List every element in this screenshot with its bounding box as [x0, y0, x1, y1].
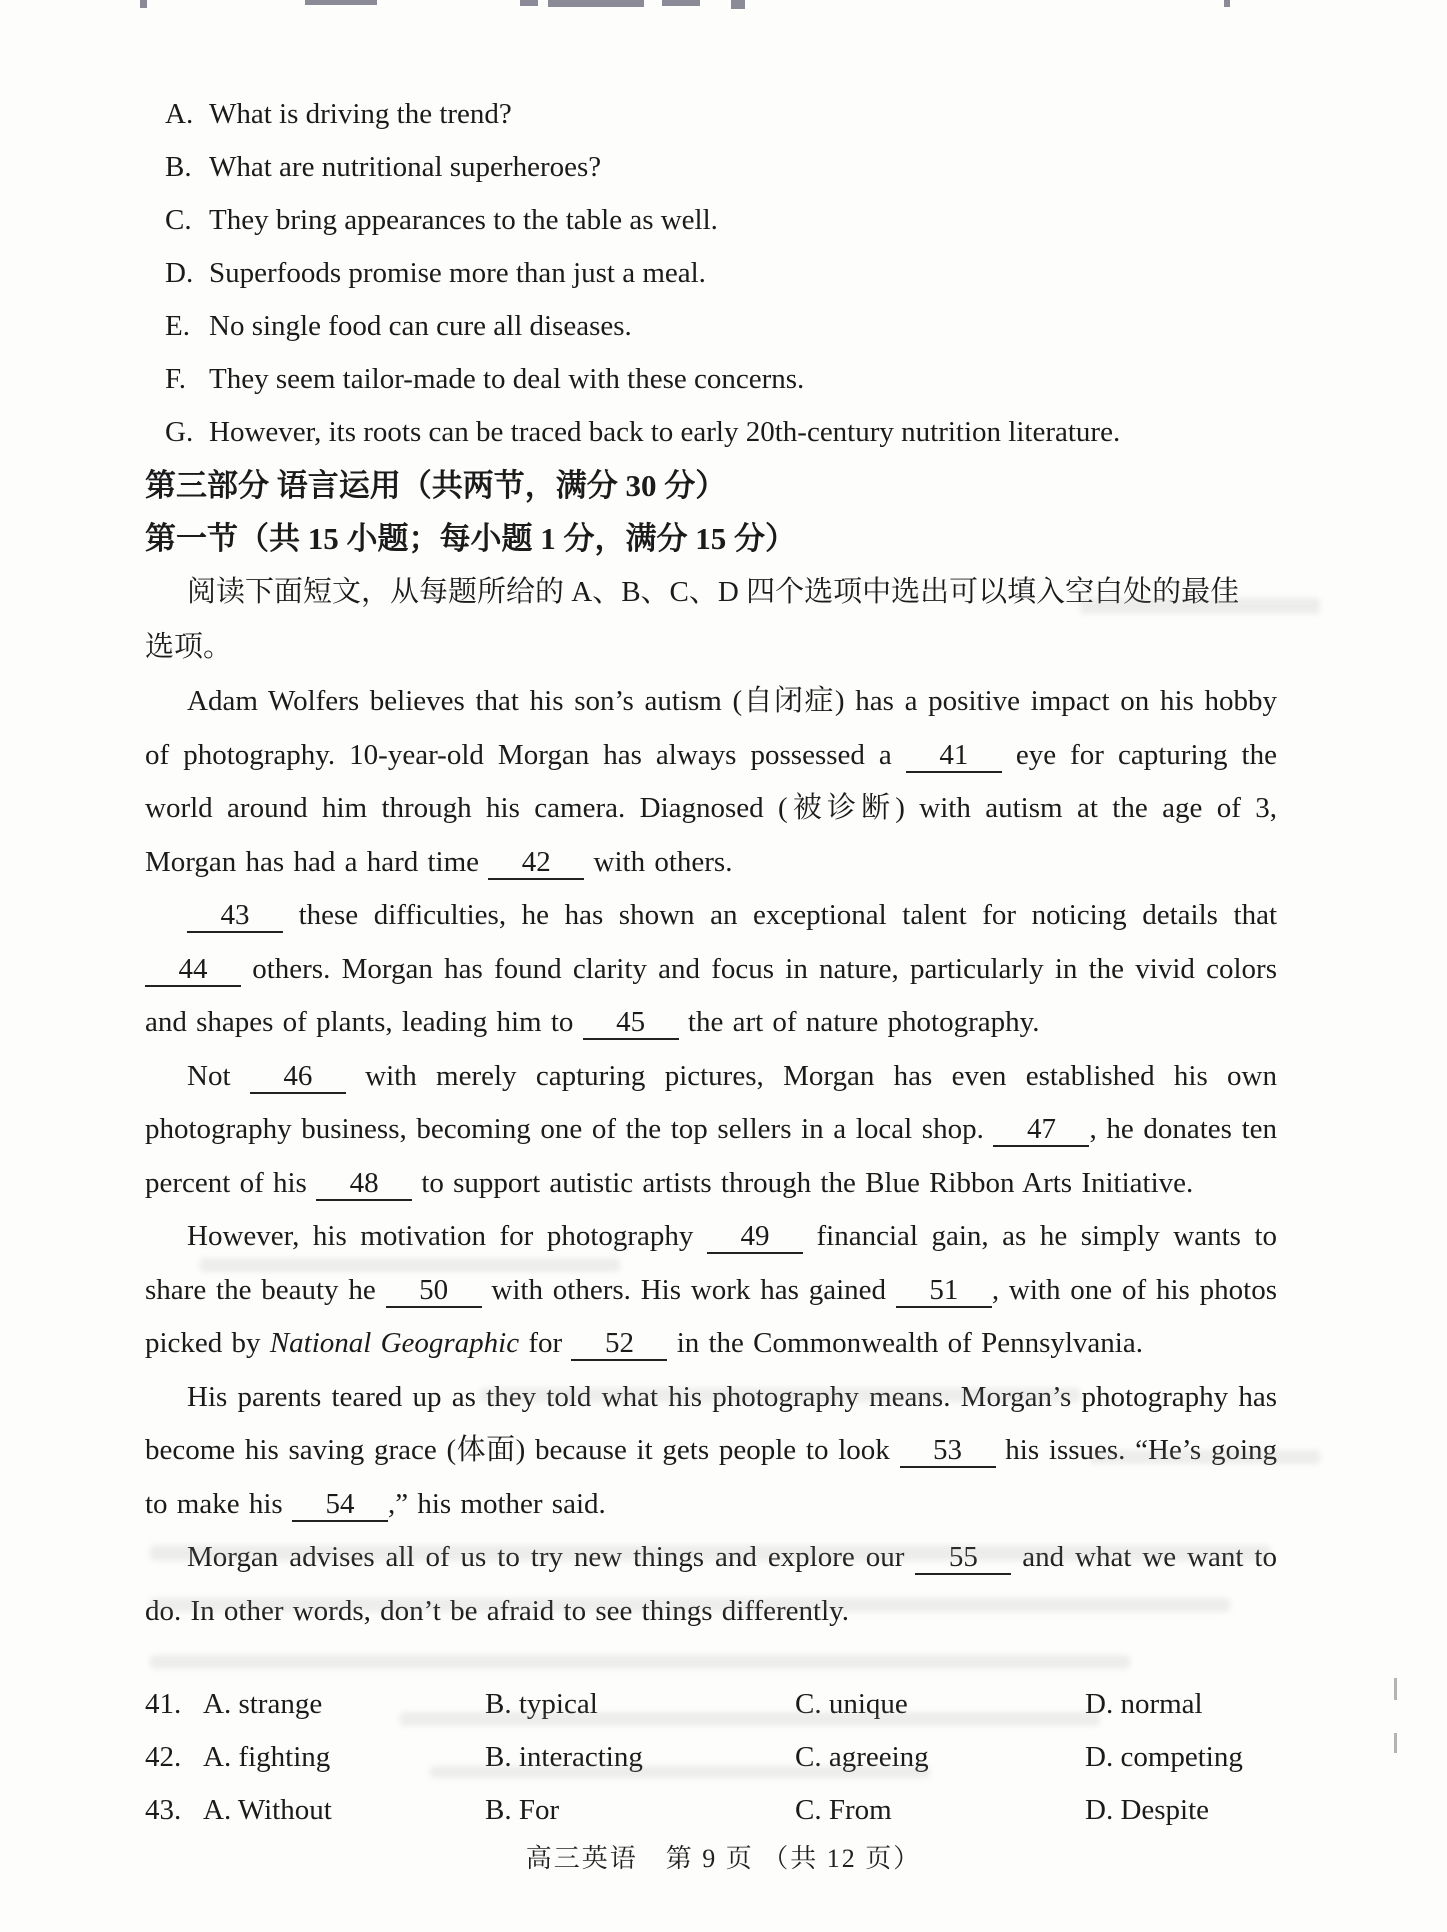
cloze-instruction-line1: 阅读下面短文，从每题所给的 A、B、C、D 四个选项中选出可以填入空白处的最佳 — [187, 576, 1240, 608]
scan-artifact — [150, 1545, 1270, 1561]
scan-artifact — [662, 0, 700, 6]
reading-option-item — [145, 194, 1277, 247]
option-text: They bring appearances to the table as well. — [209, 204, 718, 236]
cloze-blank: 47 — [993, 1114, 1089, 1147]
passage-paragraph: His parents teared up as they told what his photography means. Morgan’s photography has become his saving grace (体面) because it gets people to look 53 his issues. “He’s going to make his 54 ,” his mother said. — [145, 1380, 1277, 1520]
scan-artifact — [731, 0, 745, 9]
reading-option-item — [145, 406, 1277, 459]
page-footer: 高三英语 第 9 页 （共 12 页） — [525, 1844, 922, 1873]
cloze-blank: 48 — [316, 1168, 412, 1201]
scan-artifact — [140, 0, 147, 8]
scan-artifact — [430, 1766, 930, 1778]
passage-paragraph: Morgan advises all of us to try new things and explore our 55 and what we want to do. In other words, don’t be afraid to see things differently. — [145, 1541, 1277, 1627]
cloze-blank: 55 — [915, 1542, 1011, 1575]
cloze-option: A. Without — [203, 1794, 332, 1826]
scan-artifact — [520, 0, 538, 6]
scan-artifact — [200, 1258, 620, 1272]
cloze-blank: 54 — [292, 1489, 388, 1522]
option-letter: E. — [165, 310, 190, 342]
scan-artifact — [1080, 598, 1320, 614]
cloze-option: B. typical — [485, 1688, 598, 1720]
reading-option-item — [145, 353, 1277, 406]
scan-artifact — [400, 1712, 1100, 1726]
option-text: They seem tailor-made to deal with these concerns. — [209, 363, 805, 395]
cloze-option: D. competing — [1085, 1741, 1243, 1773]
cloze-blank: 51 — [896, 1275, 992, 1308]
cloze-answer-options — [145, 1678, 1277, 1837]
cloze-passage — [145, 675, 1277, 1638]
section1-heading: 第一节（共 15 小题；每小题 1 分，满分 15 分） — [145, 521, 796, 556]
cloze-option: D. Despite — [1085, 1794, 1210, 1826]
cloze-blank: 50 — [386, 1275, 482, 1308]
scan-artifact — [480, 1388, 1080, 1402]
cloze-option: D. normal — [1085, 1688, 1203, 1720]
italic-publication-name: National Geographic — [269, 1327, 520, 1359]
option-letter: D. — [165, 257, 194, 289]
cloze-blank: 49 — [707, 1221, 803, 1254]
cloze-option: B. interacting — [485, 1741, 643, 1773]
reading-options-list — [145, 88, 1277, 459]
question-number: 43. — [145, 1794, 182, 1826]
option-letter: G. — [165, 416, 194, 448]
cloze-option: A. fighting — [203, 1741, 331, 1773]
cloze-blank: 42 — [488, 847, 584, 880]
option-text: Superfoods promise more than just a meal. — [209, 257, 706, 289]
scan-artifact — [1394, 1733, 1397, 1753]
scan-artifact — [548, 0, 644, 7]
passage-paragraph: However, his motivation for photography 49 financial gain, as he simply wants to share the beauty he 50 with others. His work has gained 51 , with one of his photos picked by National Geographic for 52 in the Commonwealth of Pennsylvania. — [145, 1220, 1278, 1359]
cloze-blank: 44 — [145, 954, 241, 987]
passage-paragraph: 43 these difficulties, he has shown an exceptional talent for noticing details that 44 others. Morgan has found clarity and focus in nature, particularly in the vivid colors and shapes of plants, leading him to 45 the art of nature photography. — [145, 899, 1277, 1038]
cloze-option: B. For — [485, 1794, 560, 1826]
option-letter: A. — [165, 98, 194, 130]
option-text: What is driving the trend? — [209, 98, 512, 130]
option-letter: B. — [165, 151, 192, 183]
cloze-option: C. From — [795, 1794, 892, 1826]
cloze-blank: 43 — [187, 900, 283, 933]
reading-option-item — [145, 141, 1277, 194]
question-number: 41. — [145, 1688, 182, 1720]
cloze-blank: 45 — [583, 1007, 679, 1040]
option-text: However, its roots can be traced back to early 20th-century nutrition literature. — [209, 416, 1121, 448]
scan-artifact — [305, 0, 377, 5]
scan-artifact — [1394, 1678, 1397, 1700]
cloze-option: C. agreeing — [795, 1741, 929, 1773]
cloze-option: C. unique — [795, 1688, 908, 1720]
reading-option-item — [145, 247, 1277, 300]
scan-artifact — [1090, 1450, 1320, 1464]
part3-heading: 第三部分 语言运用（共两节，满分 30 分） — [145, 468, 727, 503]
passage-paragraph: Not 46 with merely capturing pictures, Morgan has even established his own photography business, becoming one of the top sellers in a local shop. 47 , he donates ten percent of his 48 to support autistic artists through the Blue Ribbon Arts Initiative. — [145, 1059, 1277, 1199]
option-letter: F. — [165, 363, 187, 395]
reading-option-item — [145, 300, 1277, 353]
option-text: What are nutritional superheroes? — [209, 151, 602, 183]
scan-artifact — [150, 1655, 1130, 1669]
cloze-option-row — [145, 1784, 1277, 1837]
cloze-instruction-line2: 选项。 — [145, 631, 233, 663]
scan-artifact — [1224, 0, 1230, 7]
question-number: 42. — [145, 1741, 182, 1773]
passage-paragraph: Adam Wolfers believes that his son’s autism (自闭症) has a positive impact on his hobby of photography. 10-year-old Morgan has always possessed a 41 eye for capturing the world around him through his camera. Diagnosed (被诊断) with autism at the age of 3, Morgan has had a hard time 42 with others. — [145, 685, 1277, 878]
reading-option-item — [145, 88, 1277, 141]
cloze-blank: 46 — [250, 1061, 346, 1094]
cloze-blank: 52 — [571, 1328, 667, 1361]
option-letter: C. — [165, 204, 192, 236]
cloze-option: A. strange — [203, 1688, 323, 1720]
scan-artifact — [150, 1598, 1230, 1612]
cloze-blank: 41 — [906, 740, 1002, 773]
option-text: No single food can cure all diseases. — [209, 310, 632, 342]
cloze-blank: 53 — [900, 1435, 996, 1468]
